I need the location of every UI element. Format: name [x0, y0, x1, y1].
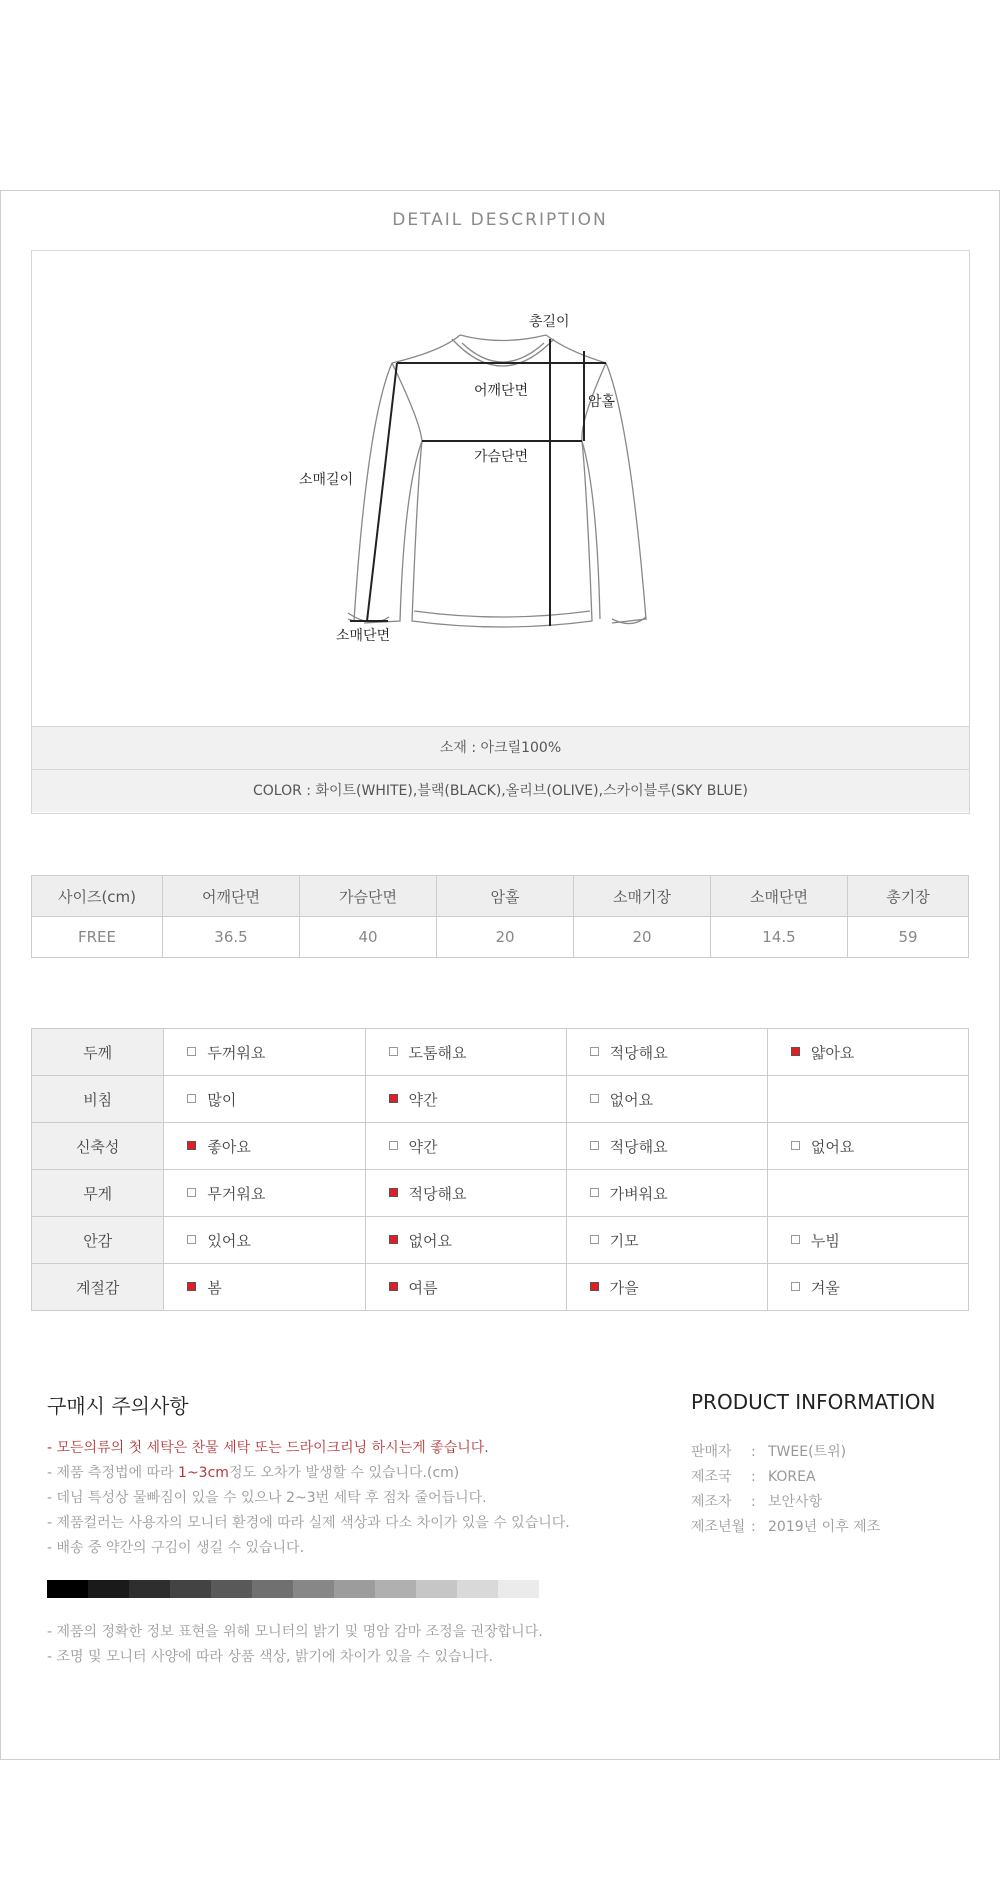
size-header-cell: 가슴단면 [300, 876, 437, 917]
option-label: 있어요 [207, 1231, 251, 1250]
checkbox-icon [187, 1235, 196, 1244]
checkbox-icon [187, 1094, 196, 1103]
attribute-option [164, 1217, 365, 1264]
size-header-cell: 소매기장 [574, 876, 711, 917]
size-table-header [32, 876, 969, 917]
size-table-row [32, 917, 969, 958]
size-header-cell: 어깨단면 [163, 876, 300, 917]
attribute-option [767, 1264, 968, 1311]
sweater-diagram [32, 251, 969, 726]
checkbox-icon [187, 1047, 196, 1056]
attribute-row [32, 1217, 969, 1264]
checked-box-icon [791, 1047, 800, 1056]
checked-box-icon [389, 1188, 398, 1197]
attribute-option [164, 1170, 365, 1217]
attribute-table [31, 1028, 969, 1311]
info-value: KOREA [768, 1469, 816, 1485]
attribute-name: 두께 [32, 1029, 164, 1076]
size-cell: 59 [848, 917, 969, 958]
info-separator: : [751, 1469, 756, 1485]
checkbox-icon [791, 1282, 800, 1291]
size-cell: 40 [300, 917, 437, 958]
option-label: 가벼워요 [609, 1184, 668, 1203]
attribute-row [32, 1076, 969, 1123]
attribute-row [32, 1029, 969, 1076]
info-value: 2019년 이후 제조 [768, 1519, 881, 1535]
color-row: COLOR : 화이트(WHITE),블랙(BLACK),올리브(OLIVE),스카이블루(SKY BLUE) [32, 769, 969, 812]
option-label: 없어요 [408, 1231, 452, 1250]
attribute-table-body [32, 1029, 969, 1311]
monitor-notice [47, 1620, 543, 1670]
attribute-name: 신축성 [32, 1123, 164, 1170]
option-label: 없어요 [609, 1090, 654, 1109]
info-key: 제조자 [691, 1494, 732, 1510]
checked-box-icon [389, 1282, 398, 1291]
option-label: 많이 [207, 1090, 237, 1109]
attribute-option [164, 1123, 365, 1170]
attribute-option [365, 1029, 566, 1076]
option-label: 약간 [408, 1090, 438, 1109]
gray-swatch [498, 1580, 539, 1598]
option-label: 무거워요 [207, 1184, 266, 1203]
attribute-option [164, 1264, 365, 1311]
attribute-option [566, 1076, 767, 1123]
attribute-name: 무게 [32, 1170, 164, 1217]
option-label: 적당해요 [609, 1137, 668, 1156]
size-cell: 20 [574, 917, 711, 958]
size-cell: 20 [437, 917, 574, 958]
option-label: 두꺼워요 [207, 1043, 266, 1062]
attribute-option [566, 1123, 767, 1170]
gray-swatch [47, 1580, 88, 1598]
option-label: 약간 [408, 1137, 438, 1156]
gray-swatch [293, 1580, 334, 1598]
gray-swatch [375, 1580, 416, 1598]
info-value: TWEE(트위) [768, 1444, 847, 1460]
checkbox-icon [590, 1141, 599, 1150]
attribute-option [365, 1076, 566, 1123]
checkbox-icon [791, 1141, 800, 1150]
option-label: 겨울 [810, 1278, 840, 1297]
product-info-title: PRODUCT INFORMATION [691, 1390, 936, 1414]
size-cell: 36.5 [163, 917, 300, 958]
checkbox-icon [389, 1141, 398, 1150]
option-label: 기모 [609, 1231, 639, 1250]
info-key: 제조년월 [691, 1519, 746, 1535]
option-label: 여름 [408, 1278, 438, 1297]
attribute-option [566, 1170, 767, 1217]
attribute-option [365, 1170, 566, 1217]
attribute-option [164, 1029, 365, 1076]
info-separator: : [751, 1444, 756, 1460]
option-label: 누빔 [810, 1231, 840, 1250]
attribute-option [767, 1123, 968, 1170]
label-sleeve-width: 소매단면 [336, 628, 391, 644]
attribute-option [767, 1076, 968, 1123]
attribute-option [164, 1076, 365, 1123]
size-header-cell: 소매단면 [711, 876, 848, 917]
info-separator: : [751, 1519, 756, 1535]
notice-list [47, 1436, 570, 1561]
material-row: 소재 : 아크릴100% [32, 726, 969, 769]
notice-line: - 조명 및 모니터 사양에 따라 상품 색상, 밝기에 차이가 있을 수 있습니다. [47, 1649, 494, 1665]
notice-text: 정도 오차가 발생할 수 있습니다.(cm) [228, 1465, 460, 1481]
product-info-row [691, 1515, 880, 1540]
detail-title: DETAIL DESCRIPTION [392, 210, 608, 230]
attribute-row [32, 1123, 969, 1170]
label-armhole: 암홀 [588, 394, 616, 410]
product-info-row [691, 1465, 880, 1490]
info-key: 제조국 [691, 1469, 732, 1485]
option-label: 적당해요 [609, 1043, 668, 1062]
label-total-length: 총길이 [529, 314, 570, 330]
checked-box-icon [389, 1235, 398, 1244]
checked-box-icon [389, 1094, 398, 1103]
attribute-option [767, 1217, 968, 1264]
attribute-name: 안감 [32, 1217, 164, 1264]
gray-swatch [334, 1580, 375, 1598]
notice-line [47, 1461, 570, 1486]
notice-highlight: 1~3cm [178, 1465, 229, 1481]
size-header-cell: 암홀 [437, 876, 574, 917]
notice-text: - 제품 측정법에 따라 [47, 1465, 179, 1481]
size-header-cell: 총기장 [848, 876, 969, 917]
checkbox-icon [590, 1188, 599, 1197]
size-header-cell: 사이즈(cm) [32, 876, 163, 917]
option-label: 얇아요 [810, 1043, 855, 1062]
checked-box-icon [187, 1282, 196, 1291]
checkbox-icon [590, 1094, 599, 1103]
notice-line: - 데님 특성상 물빠짐이 있을 수 있으나 2~3번 세탁 후 점차 줄어듭니다. [47, 1490, 487, 1506]
label-sleeve-length: 소매길이 [299, 472, 354, 488]
size-table [31, 875, 969, 958]
grayscale-bar [47, 1580, 539, 1598]
gray-swatch [416, 1580, 457, 1598]
checkbox-icon [389, 1047, 398, 1056]
option-label: 적당해요 [408, 1184, 467, 1203]
attribute-name: 계절감 [32, 1264, 164, 1311]
option-label: 도톰해요 [408, 1043, 467, 1062]
product-info-row [691, 1440, 880, 1465]
gray-swatch [129, 1580, 170, 1598]
product-info-list [691, 1440, 880, 1540]
info-key: 판매자 [691, 1444, 732, 1460]
sleeve-length-line [367, 363, 397, 621]
attribute-option [365, 1264, 566, 1311]
attribute-option [566, 1217, 767, 1264]
checkbox-icon [590, 1047, 599, 1056]
size-cell: FREE [32, 917, 163, 958]
notice-line: - 제품의 정확한 정보 표현을 위해 모니터의 밝기 및 명암 감마 조정을 권장합니다. [47, 1624, 543, 1640]
gray-swatch [457, 1580, 498, 1598]
notice-line: - 제품컬러는 사용자의 모니터 환경에 따라 실제 색상과 다소 차이가 있을 수 있습니다. [47, 1515, 570, 1531]
attribute-row [32, 1170, 969, 1217]
attribute-name: 비침 [32, 1076, 164, 1123]
label-shoulder: 어깨단면 [474, 383, 529, 399]
gray-swatch [88, 1580, 129, 1598]
checked-box-icon [590, 1282, 599, 1291]
attribute-option [767, 1029, 968, 1076]
option-label: 봄 [207, 1278, 222, 1297]
attribute-option [566, 1029, 767, 1076]
gray-swatch [170, 1580, 211, 1598]
size-diagram [31, 250, 970, 814]
checkbox-icon [590, 1235, 599, 1244]
attribute-option [767, 1170, 968, 1217]
notice-title: 구매시 주의사항 [47, 1394, 189, 1418]
checked-box-icon [187, 1141, 196, 1150]
attribute-row [32, 1264, 969, 1311]
size-cell: 14.5 [711, 917, 848, 958]
notice-line: - 모든의류의 첫 세탁은 찬물 세탁 또는 드라이크리닝 하시는게 좋습니다. [47, 1440, 489, 1456]
option-label: 가을 [609, 1278, 639, 1297]
info-value: 보안사항 [768, 1494, 823, 1510]
checkbox-icon [791, 1235, 800, 1244]
label-chest: 가슴단면 [474, 449, 529, 465]
attribute-option [566, 1264, 767, 1311]
product-info-row [691, 1490, 880, 1515]
option-label: 좋아요 [207, 1137, 251, 1156]
gray-swatch [211, 1580, 252, 1598]
checkbox-icon [187, 1188, 196, 1197]
attribute-option [365, 1217, 566, 1264]
option-label: 없어요 [810, 1137, 855, 1156]
info-separator: : [751, 1494, 756, 1510]
notice-line: - 배송 중 약간의 구김이 생길 수 있습니다. [47, 1540, 305, 1556]
gray-swatch [252, 1580, 293, 1598]
attribute-option [365, 1123, 566, 1170]
